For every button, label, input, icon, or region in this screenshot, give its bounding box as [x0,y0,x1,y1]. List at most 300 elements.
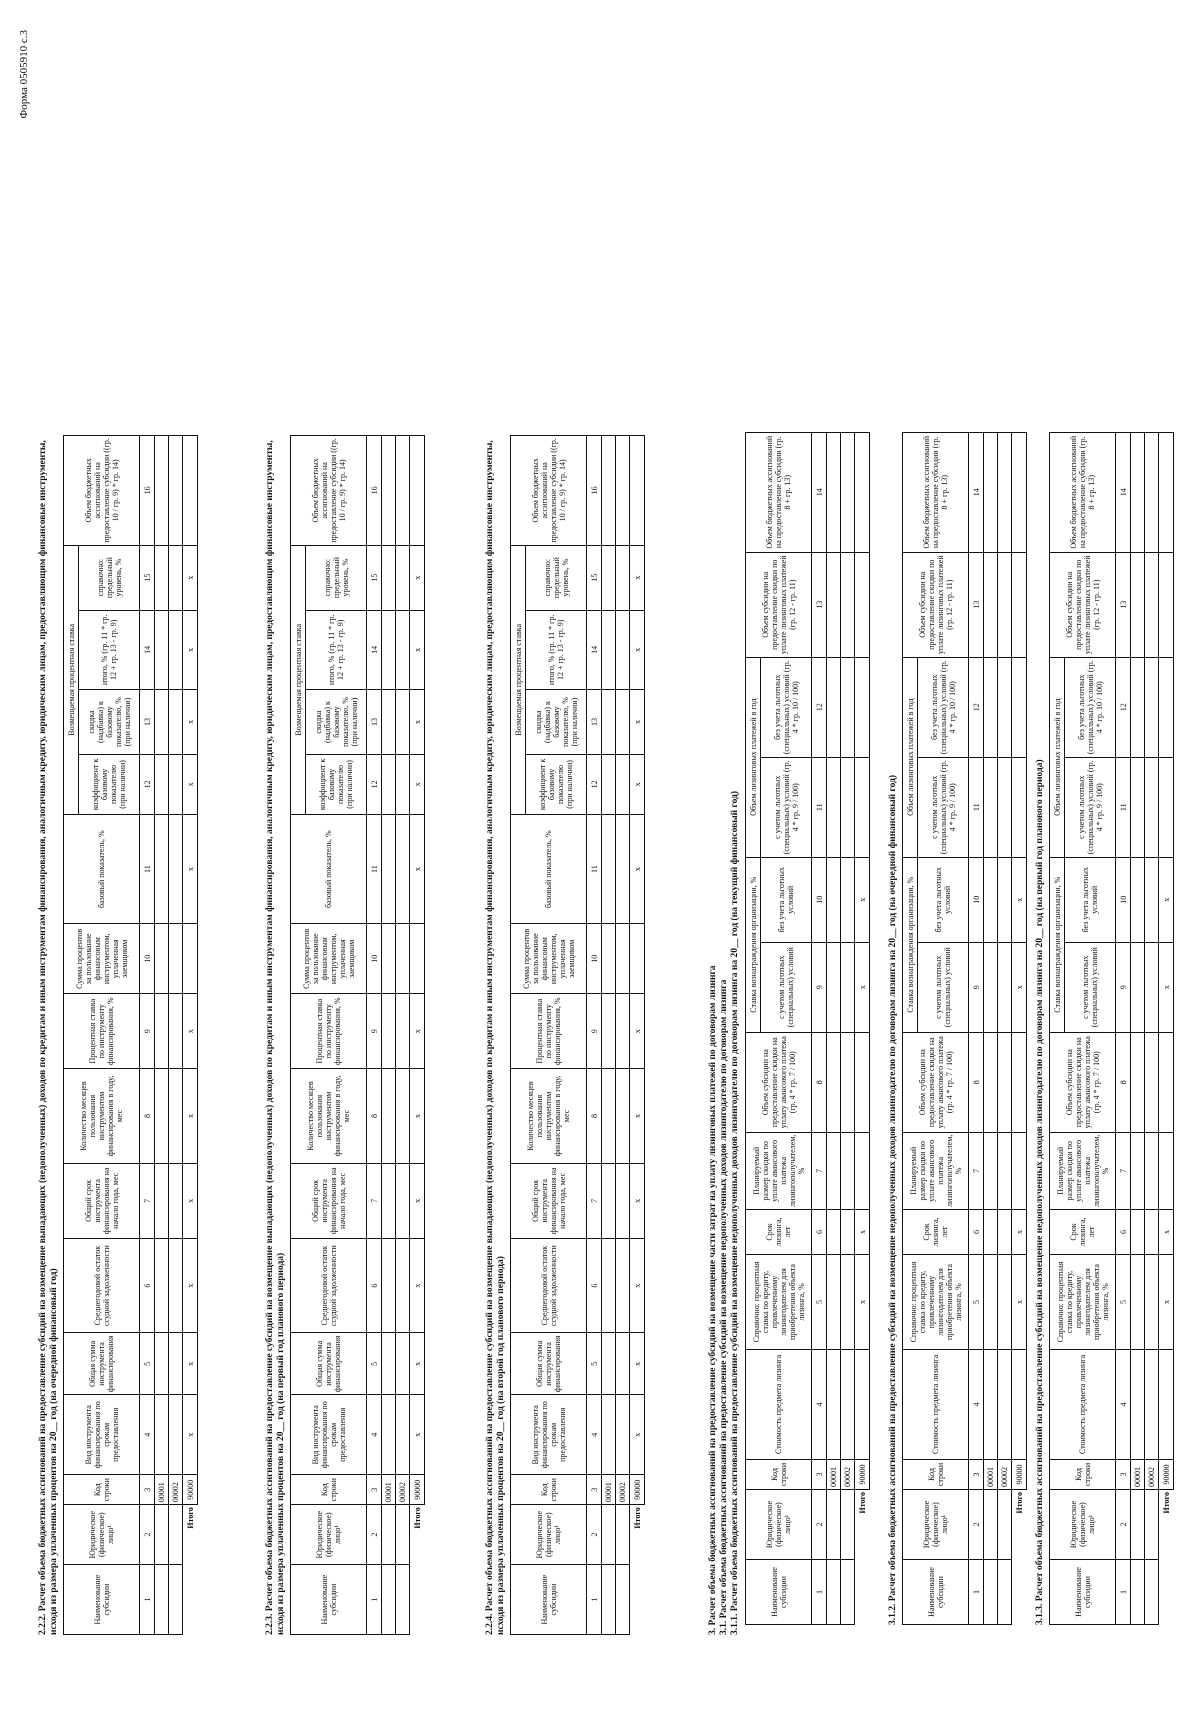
empty-cell [1145,657,1159,757]
empty-cell [602,1565,616,1635]
header-subcell: без учета льготных условий [918,857,969,942]
empty-cell [1012,657,1027,757]
header-group: Ставка вознаграждения организации, % [903,857,918,1032]
table-a-section-1 [38,435,198,1635]
header-cell: Процентная ставка по инструменту финансирования, % [64,994,140,1069]
empty-cell [396,690,410,755]
column-number: 4 [140,1395,155,1475]
column-number: 14 [367,610,382,690]
header-cell: Юридическое (физическое) лицо¹ [903,1490,969,1560]
empty-cell [1145,1132,1159,1209]
column-number: 14 [969,432,984,552]
header-cell: Код строки [511,1475,587,1505]
empty-cell [155,1069,169,1164]
empty-cell [396,814,410,923]
empty-cell [382,1565,396,1635]
empty-cell [984,1032,998,1132]
empty-cell [396,1163,410,1238]
empty-cell [998,857,1012,942]
x-mark: x [183,1395,198,1475]
empty-cell [169,690,183,755]
empty-cell [827,1032,841,1132]
empty-cell [396,610,410,690]
empty-cell [616,814,630,923]
x-mark: x [410,994,425,1069]
empty-cell [1159,657,1174,757]
header-group: Возмещаемая процентная ставка [64,545,79,814]
column-number: 10 [1116,857,1131,942]
empty-cell [602,1069,616,1164]
header-cell: Стоимость предмета лизинга [903,1350,969,1460]
header-subcell: с учетом льготных (специальных) условий [1065,942,1116,1032]
x-mark: x [855,1255,870,1350]
empty-cell [827,552,841,657]
column-number: 13 [969,552,984,657]
empty-cell [841,1560,855,1625]
empty-cell [169,1163,183,1238]
header-cell: Общий срок инструмента финансирования на начало года, мес [64,1163,140,1238]
column-number: 15 [367,545,382,610]
header-cell: Наименование субсидии [64,1565,140,1635]
table-b-title: 3.1.2. Расчет объема бюджетных ассигнований на предоставление субсидий на возмещение недополученных доходов лизингодателю по договорам лизинга на 20__ год (на очередной финансовый год) [888,774,898,1625]
total-label: Итого [185,1507,195,1529]
empty-cell [382,754,396,814]
empty-cell [984,432,998,552]
header-cell: Код строки [64,1475,140,1505]
empty-cell [155,690,169,755]
empty-cell [1145,1350,1159,1460]
empty-cell [984,1210,998,1255]
x-mark: x [630,610,645,690]
empty-cell [602,754,616,814]
empty-cell [1131,857,1145,942]
empty-cell [1159,432,1174,552]
column-number: 12 [812,657,827,757]
x-mark: x [1159,1210,1174,1255]
header-subcell: коэффициент к базовому показателю (при наличии) [526,754,587,814]
header-cell: Объем бюджетных ассигнований на предоставление субсидии (гр. 8 + гр. 13) [1050,432,1116,552]
column-number: 13 [140,690,155,755]
empty-cell [855,657,870,757]
empty-cell [841,942,855,1032]
empty-cell [382,924,396,994]
empty-cell [855,432,870,552]
empty-cell [827,757,841,857]
column-number: 7 [587,1163,602,1238]
row-code: 00002 [841,1460,855,1490]
header-cell: Вид инструмента финансирования по срокам предоставления [511,1395,587,1475]
column-number: 4 [969,1350,984,1460]
header-cell: Сумма процентов за пользование финансовым инструментом, уплаченная заемщиком [64,924,140,994]
x-mark: x [630,994,645,1069]
empty-cell [984,552,998,657]
x-mark: x [630,545,645,610]
column-number: 7 [969,1132,984,1209]
x-mark: x [1012,1255,1027,1350]
header-cell: базовый показатель, % [291,814,367,923]
empty-cell [396,1565,410,1635]
table-a-title: 2.2.3. Расчет объема бюджетных ассигнований на предоставление субсидий на возмещение выпадающих (недополученных) доходов по кредитам и иным инструментам финансирования, аналогичным кредиту, юридическим лицам, предоставляющим финансовые инструменты, исходя из размера уплаченных процентов на 20__ год (на первый год планового периода) [265,440,286,1635]
column-number: 11 [367,814,382,923]
empty-cell [855,1132,870,1209]
column-number: 14 [587,610,602,690]
header-subcell: коэффициент к базовому показателю (при наличии) [79,754,140,814]
column-number: 5 [140,1333,155,1395]
column-number: 3 [812,1460,827,1490]
empty-cell [169,994,183,1069]
empty-cell [1012,552,1027,657]
empty-cell [1012,757,1027,857]
header-cell: Справочно: процентная ставка по кредиту, привлеченному лизингодателем для приобретения объекта лизинга, % [903,1255,969,1350]
row-code: 00001 [382,1475,396,1505]
x-mark: x [183,610,198,690]
column-number: 11 [587,814,602,923]
empty-cell [382,1505,396,1565]
empty-cell [602,1505,616,1565]
empty-cell [998,1132,1012,1209]
header-cell: Объем субсидии на предоставление скидки на уплату авансового платежа (гр. 4 * гр. 7 / 100) [746,1032,812,1132]
empty-cell [602,1238,616,1333]
empty-cell [998,657,1012,757]
x-mark: x [630,1395,645,1475]
empty-cell [382,814,396,923]
x-mark: x [630,814,645,923]
table-b-section-3 [1035,425,1174,1625]
empty-cell [998,942,1012,1032]
empty-cell [616,1163,630,1238]
column-number: 13 [812,552,827,657]
header-cell: Объем бюджетных ассигнований на предоставление субсидии ((гр. 10 / гр. 9) * гр. 14) [291,436,367,546]
column-number: 7 [1116,1132,1131,1209]
header-subcell: с учетом льготных (специальных) условий (гр. 4 * гр. 9 / 100) [761,757,812,857]
empty-cell [841,1132,855,1209]
header-subcell: без учета льготных (специальных) условий (гр. 4 * гр. 10 / 100) [1065,657,1116,757]
row-code: 00001 [155,1475,169,1505]
empty-cell [827,1560,841,1625]
empty-cell [984,1560,998,1625]
column-number: 2 [812,1490,827,1560]
table-a-grid [510,435,645,1635]
column-number: 8 [587,1069,602,1164]
column-number: 15 [587,545,602,610]
header-cell: Общая сумма инструмента финансирования [64,1333,140,1395]
empty-cell [169,1395,183,1475]
empty-cell [827,1132,841,1209]
x-mark: x [183,814,198,923]
column-number: 13 [367,690,382,755]
header-cell: Наименование субсидии [1050,1560,1116,1625]
empty-cell [602,994,616,1069]
empty-cell [616,1333,630,1395]
header-cell: базовый показатель, % [511,814,587,923]
empty-cell [616,610,630,690]
column-number: 5 [812,1255,827,1350]
row-code: 00002 [1145,1460,1159,1490]
header-cell: Объем субсидии на предоставление скидки по уплате лизинговых платежей (гр. 12 - гр. 11) [903,552,969,657]
empty-cell [616,1395,630,1475]
empty-cell [616,924,630,994]
header-cell: Юридическое (физическое) лицо¹ [64,1505,140,1565]
empty-cell [396,994,410,1069]
header-group: Возмещаемая процентная ставка [511,545,526,814]
header-cell: Юридическое (физическое) лицо¹ [511,1505,587,1565]
empty-cell [1145,1560,1159,1625]
column-number: 2 [1116,1490,1131,1560]
header-cell: Срок лизинга, лет [903,1210,969,1255]
column-number: 12 [1116,657,1131,757]
header-group: Объем лизинговых платежей в год [746,657,761,857]
column-number: 2 [367,1505,382,1565]
column-number: 12 [587,754,602,814]
column-number: 14 [812,432,827,552]
empty-cell [602,690,616,755]
empty-cell [602,1395,616,1475]
x-mark: x [410,1163,425,1238]
empty-cell [396,1333,410,1395]
header-cell: Объем бюджетных ассигнований на предоставление субсидии (гр. 8 + гр. 13) [903,432,969,552]
column-number: 8 [812,1032,827,1132]
empty-cell [998,1560,1012,1625]
x-mark: x [410,1238,425,1333]
empty-cell [155,1163,169,1238]
total-label: Итого [1014,1492,1024,1514]
empty-cell [183,924,198,994]
header-cell: Объем субсидии на предоставление скидки по уплате лизинговых платежей (гр. 12 - гр. 11) [1050,552,1116,657]
empty-cell [169,754,183,814]
empty-cell [382,545,396,610]
empty-cell [1131,1350,1145,1460]
column-number: 9 [587,994,602,1069]
empty-cell [827,1210,841,1255]
empty-cell [616,1238,630,1333]
empty-cell [169,436,183,546]
empty-cell [183,436,198,546]
table-a-grid [290,435,425,1635]
total-code: 90000 [1012,1460,1027,1490]
header-cell: Планируемый размер скидки по уплате авансового платежа лизингополучателем, % [903,1132,969,1209]
header-subcell: с учетом льготных (специальных) условий [761,942,812,1032]
column-number: 14 [1116,432,1131,552]
header-cell: Срок лизинга, лет [746,1210,812,1255]
empty-cell [602,814,616,923]
empty-cell [1131,432,1145,552]
row-code: 00002 [998,1460,1012,1490]
x-mark: x [183,994,198,1069]
empty-cell [396,754,410,814]
column-number: 9 [812,942,827,1032]
empty-cell [382,1333,396,1395]
column-number: 4 [587,1395,602,1475]
table-b-grid [902,432,1027,1625]
header-subcell: без учета льготных (специальных) условий (гр. 4 * гр. 10 / 100) [918,657,969,757]
header-subcell: скидка (надбавка) к базовому показателю, % (при наличии) [306,690,367,755]
empty-cell [855,1032,870,1132]
empty-cell [169,814,183,923]
header-cell: Количество месяцев пользования инструментом финансирования в году, мес [511,1069,587,1164]
x-mark: x [183,1069,198,1164]
header-cell: Общий срок инструмента финансирования на начало года, мес [511,1163,587,1238]
column-number: 3 [140,1475,155,1505]
header-subcell: скидка (надбавка) к базовому показателю, % (при наличии) [79,690,140,755]
header-cell: Среднегодовой остаток ссудной задолженности [291,1238,367,1333]
empty-cell [1012,1132,1027,1209]
x-mark: x [630,754,645,814]
header-cell: Количество месяцев пользования инструментом финансирования в году, мес [291,1069,367,1164]
column-number: 15 [140,545,155,610]
x-mark: x [630,690,645,755]
header-cell: Общая сумма инструмента финансирования [291,1333,367,1395]
column-number: 2 [969,1490,984,1560]
empty-cell [616,1069,630,1164]
column-number: 9 [1116,942,1131,1032]
row-code: 00001 [1131,1460,1145,1490]
total-code: 90000 [855,1460,870,1490]
header-group: Возмещаемая процентная ставка [291,545,306,814]
section-3-1-title: 3.1. Расчет объема бюджетных ассигнований на предоставление субсидий на возмещение недополученных доходов лизингодателю по договорам лизинга [719,979,729,1635]
empty-cell [841,432,855,552]
column-number: 11 [140,814,155,923]
empty-cell [169,924,183,994]
table-a-title: 2.2.2. Расчет объема бюджетных ассигнований на предоставление субсидий на возмещение выпадающих (недополученных) доходов по кредитам и иным инструментам финансирования, аналогичным кредиту, юридическим лицам, предоставляющим финансовые инструменты, исходя из размера уплаченных процентов на 20__ год (на очередной финансовый год) [38,440,59,1635]
empty-cell [1145,857,1159,942]
header-subcell: без учета льготных условий [1065,857,1116,942]
column-number: 13 [587,690,602,755]
header-cell: Планируемый размер скидки по уплате авансового платежа лизингополучателем, % [746,1132,812,1209]
empty-cell [602,1333,616,1395]
empty-cell [998,1255,1012,1350]
empty-cell [998,1350,1012,1460]
column-number: 6 [969,1210,984,1255]
empty-cell [1159,1032,1174,1132]
empty-cell [855,552,870,657]
column-number: 3 [1116,1460,1131,1490]
empty-cell [1159,1350,1174,1460]
x-mark: x [410,1333,425,1395]
empty-cell [1145,1032,1159,1132]
empty-cell [155,1238,169,1333]
empty-cell [1131,1255,1145,1350]
empty-cell [169,545,183,610]
x-mark: x [855,942,870,1032]
column-number: 11 [1116,757,1131,857]
column-number: 6 [587,1238,602,1333]
column-number: 16 [140,436,155,546]
empty-cell [998,1490,1012,1560]
x-mark: x [410,814,425,923]
x-mark: x [410,754,425,814]
x-mark: x [183,1333,198,1395]
column-number: 14 [140,610,155,690]
empty-cell [1131,942,1145,1032]
header-cell: Объем бюджетных ассигнований на предоставление субсидии ((гр. 10 / гр. 9) * гр. 14) [64,436,140,546]
x-mark: x [410,1069,425,1164]
empty-cell [169,1238,183,1333]
column-number: 10 [140,924,155,994]
empty-cell [841,857,855,942]
column-number: 7 [812,1132,827,1209]
empty-cell [1131,1490,1145,1560]
header-cell: Процентная ставка по инструменту финансирования, % [511,994,587,1069]
column-number: 6 [140,1238,155,1333]
empty-cell [602,924,616,994]
column-number: 6 [1116,1210,1131,1255]
x-mark: x [1159,857,1174,942]
row-code: 00001 [602,1475,616,1505]
empty-cell [998,757,1012,857]
empty-cell [169,1069,183,1164]
header-subcell: справочно: предельный уровень, % [526,545,587,610]
header-cell: Код строки [746,1460,812,1490]
x-mark: x [630,1238,645,1333]
header-cell: Справочно: процентная ставка по кредиту, привлеченному лизингодателем для приобретения объекта лизинга, % [1050,1255,1116,1350]
x-mark: x [630,1163,645,1238]
empty-cell [602,610,616,690]
column-number: 12 [969,657,984,757]
empty-cell [396,924,410,994]
column-number: 10 [587,924,602,994]
empty-cell [410,924,425,994]
column-number: 4 [367,1395,382,1475]
total-code: 90000 [183,1475,198,1505]
empty-cell [169,1565,183,1635]
column-number: 1 [969,1560,984,1625]
empty-cell [630,436,645,546]
empty-cell [998,1210,1012,1255]
empty-cell [616,1505,630,1565]
empty-cell [382,610,396,690]
row-code: 00002 [169,1475,183,1505]
empty-cell [1159,757,1174,857]
total-code: 90000 [410,1475,425,1505]
column-number: 4 [812,1350,827,1460]
column-number: 9 [969,942,984,1032]
header-cell: Наименование субсидии [903,1560,969,1625]
empty-cell [616,754,630,814]
column-number: 2 [140,1505,155,1565]
header-subcell: справочно: предельный уровень, % [306,545,367,610]
header-cell: Справочно: процентная ставка по кредиту, привлеченному лизингодателем для приобретения объекта лизинга, % [746,1255,812,1350]
empty-cell [616,436,630,546]
x-mark: x [855,857,870,942]
table-b-section-1 [745,425,870,1625]
total-label: Итого [632,1507,642,1529]
empty-cell [616,690,630,755]
section-3-1-1-title: 3.1.1. Расчет объема бюджетных ассигнований на предоставление субсидий на возмещение недополученных доходов лизингодателю по договорам лизинга на 20__ год (на текущий финансовый год) [730,790,740,1635]
row-code: 00002 [616,1475,630,1505]
x-mark: x [183,754,198,814]
empty-cell [155,994,169,1069]
header-subcell: итого, % (гр. 11 * гр. 12 + гр. 13 - гр. 9) [306,610,367,690]
empty-cell [382,1238,396,1333]
empty-cell [984,857,998,942]
empty-cell [841,1032,855,1132]
empty-cell [602,1163,616,1238]
x-mark: x [410,690,425,755]
empty-cell [155,1333,169,1395]
empty-cell [410,436,425,546]
empty-cell [616,994,630,1069]
column-number: 10 [812,857,827,942]
empty-cell [155,924,169,994]
column-number: 12 [140,754,155,814]
empty-cell [1131,757,1145,857]
column-number: 3 [367,1475,382,1505]
table-b-title: 3.1.3. Расчет объема бюджетных ассигнований на предоставление субсидий на возмещение недополученных доходов лизингодателю по договорам лизинга на 20__ год (на первый год планового периода) [1035,759,1045,1625]
empty-cell [1159,552,1174,657]
empty-cell [984,1132,998,1209]
empty-cell [841,1350,855,1460]
empty-cell [841,1210,855,1255]
